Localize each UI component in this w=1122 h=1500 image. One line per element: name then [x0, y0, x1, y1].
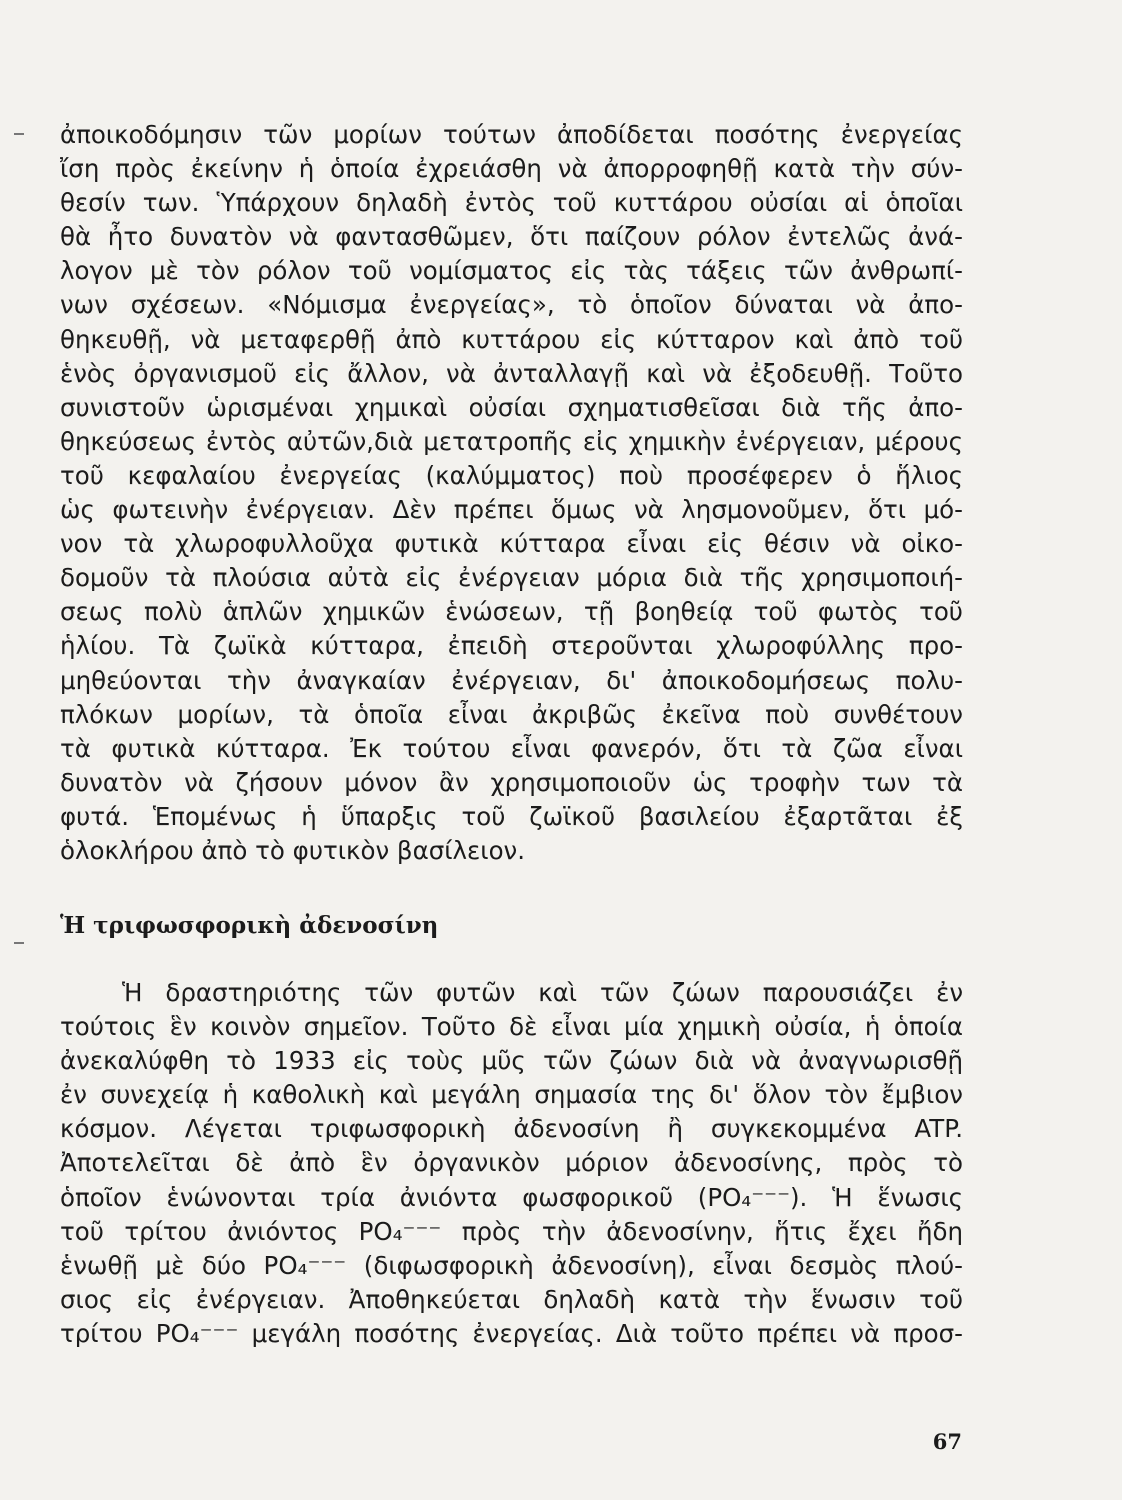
text-line: ὁλοκλήρου ἀπὸ τὸ φυτικὸν βασίλειον. [60, 835, 526, 865]
text-line: πλόκων μορίων, τὰ ὁποῖα εἶναι ἀκριβῶς ἐκεῖνα ποὺ συνθέτουν [60, 699, 963, 729]
text-line: τὰ φυτικὰ κύτταρα. Ἐκ τούτου εἶναι φανερόν, ὅτι τὰ ζῶα εἶναι [60, 733, 963, 763]
text-line: Ἀποτελεῖται δὲ ἀπὸ ἓν ὀργανικὸν μόριον ἀδενοσίνης, πρὸς τὸ [60, 1148, 963, 1178]
text-line: νων σχέσεων. «Νόμισμα ἐνεργείας», τὸ ὁποῖον δύναται νὰ ἀπο- [60, 290, 963, 320]
text-line: συνιστοῦν ὡρισμέναι χημικαὶ οὐσίαι σχηματισθεῖσαι διὰ τῆς ἀπο- [60, 392, 963, 422]
text-line: νον τὰ χλωροφυλλοῦχα φυτικὰ κύτταρα εἶναι εἰς θέσιν νὰ οἰκο- [60, 529, 963, 559]
text-line: ἴση πρὸς ἐκείνην ἡ ὁποία ἐχρειάσθη νὰ ἀπορροφηθῇ κατὰ τὴν σύν- [60, 154, 963, 184]
text-line: ἡλίου. Τὰ ζωϊκὰ κύτταρα, ἐπειδὴ στεροῦνται χλωροφύλλης προ- [60, 631, 963, 661]
text-line: θηκευθῇ, νὰ μεταφερθῇ ἀπὸ κυττάρου εἰς κύτταρον καὶ ἀπὸ τοῦ [60, 324, 963, 354]
text-line: τοῦ κεφαλαίου ἐνεργείας (καλύμματος) ποὺ προσέφερεν ὁ ἥλιος [60, 460, 963, 490]
text-line: τούτοις ἓν κοινὸν σημεῖον. Τοῦτο δὲ εἶναι μία χημικὴ οὐσία, ἡ ὁποία [60, 1012, 963, 1042]
text-line: λογον μὲ τὸν ρόλον τοῦ νομίσματος εἰς τὰς τάξεις τῶν ἀνθρωπί- [60, 256, 963, 286]
text-line: δομοῦν τὰ πλούσια αὐτὰ εἰς ἐνέργειαν μόρια διὰ τῆς χρησιμοποιή- [60, 563, 963, 593]
text-line: θὰ ἦτο δυνατὸν νὰ φαντασθῶμεν, ὅτι παίζουν ρόλον ἐντελῶς ἀνά- [60, 222, 963, 252]
margin-mark [14, 133, 24, 135]
text-line: κόσμον. Λέγεται τριφωσφορικὴ ἀδενοσίνη ἢ συγκεκομμένα ATP. [60, 1114, 963, 1144]
body-paragraph-2 [60, 976, 963, 1351]
text-line: θεσίν των. Ὑπάρχουν δηλαδὴ ἐντὸς τοῦ κυττάρου οὐσίαι αἱ ὁποῖαι [60, 188, 963, 218]
text-line: μηθεύονται τὴν ἀναγκαίαν ἐνέργειαν, δι' ἀποικοδομήσεως πολυ- [60, 665, 963, 695]
text-line: ἑνωθῇ μὲ δύο PO₄⁻⁻⁻ (διφωσφορικὴ ἀδενοσίνη), εἶναι δεσμὸς πλού- [60, 1250, 963, 1280]
text-line: σεως πολὺ ἁπλῶν χημικῶν ἑνώσεων, τῇ βοηθείᾳ τοῦ φωτὸς τοῦ [60, 597, 963, 627]
text-line: Ἡ δραστηριότης τῶν φυτῶν καὶ τῶν ζώων παρουσιάζει ἐν [122, 978, 963, 1007]
text-line: τρίτου PO₄⁻⁻⁻ μεγάλη ποσότης ἐνεργείας. Διὰ τοῦτο πρέπει νὰ προσ- [60, 1318, 963, 1348]
text-line: ὁποῖον ἑνώνονται τρία ἀνιόντα φωσφορικοῦ (PO₄⁻⁻⁻). Ἡ ἕνωσις [60, 1182, 963, 1212]
text-line: δυνατὸν νὰ ζήσουν μόνον ἂν χρησιμοποιοῦν ὡς τροφὴν των τὰ [60, 767, 963, 797]
text-line: ἀνεκαλύφθη τὸ 1933 εἰς τοὺς μῦς τῶν ζώων διὰ νὰ ἀναγνωρισθῇ [60, 1046, 963, 1076]
text-line: ἑνὸς ὀργανισμοῦ εἰς ἄλλον, νὰ ἀνταλλαγῇ καὶ νὰ ἐξοδευθῇ. Τοῦτο [60, 358, 963, 388]
text-line: τοῦ τρίτου ἀνιόντος PO₄⁻⁻⁻ πρὸς τὴν ἀδενοσίνην, ἥτις ἔχει ἤδη [60, 1216, 963, 1246]
body-paragraph-1 [60, 118, 963, 868]
page-number: 67 [932, 1429, 962, 1454]
text-line: φυτά. Ἑπομένως ἡ ὕπαρξις τοῦ ζωϊκοῦ βασιλείου ἐξαρτᾶται ἐξ [60, 801, 963, 831]
section-heading: Ἡ τριφωσφορικὴ ἀδενοσίνη [60, 912, 439, 939]
text-line: ἐν συνεχείᾳ ἡ καθολικὴ καὶ μεγάλη σημασία της δι' ὅλον τὸν ἔμβιον [60, 1080, 963, 1110]
text-line: ὡς φωτεινὴν ἐνέργειαν. Δὲν πρέπει ὅμως νὰ λησμονοῦμεν, ὅτι μό- [60, 495, 963, 525]
text-line: θηκεύσεως ἐντὸς αὐτῶν,διὰ μετατροπῆς εἰς χημικὴν ἐνέργειαν, μέρους [60, 426, 963, 456]
margin-mark [14, 942, 24, 944]
text-line: ἀποικοδόμησιν τῶν μορίων τούτων ἀποδίδεται ποσότης ἐνεργείας [60, 120, 963, 149]
text-line: σιος εἰς ἐνέργειαν. Ἀποθηκεύεται δηλαδὴ κατὰ τὴν ἕνωσιν τοῦ [60, 1284, 963, 1314]
